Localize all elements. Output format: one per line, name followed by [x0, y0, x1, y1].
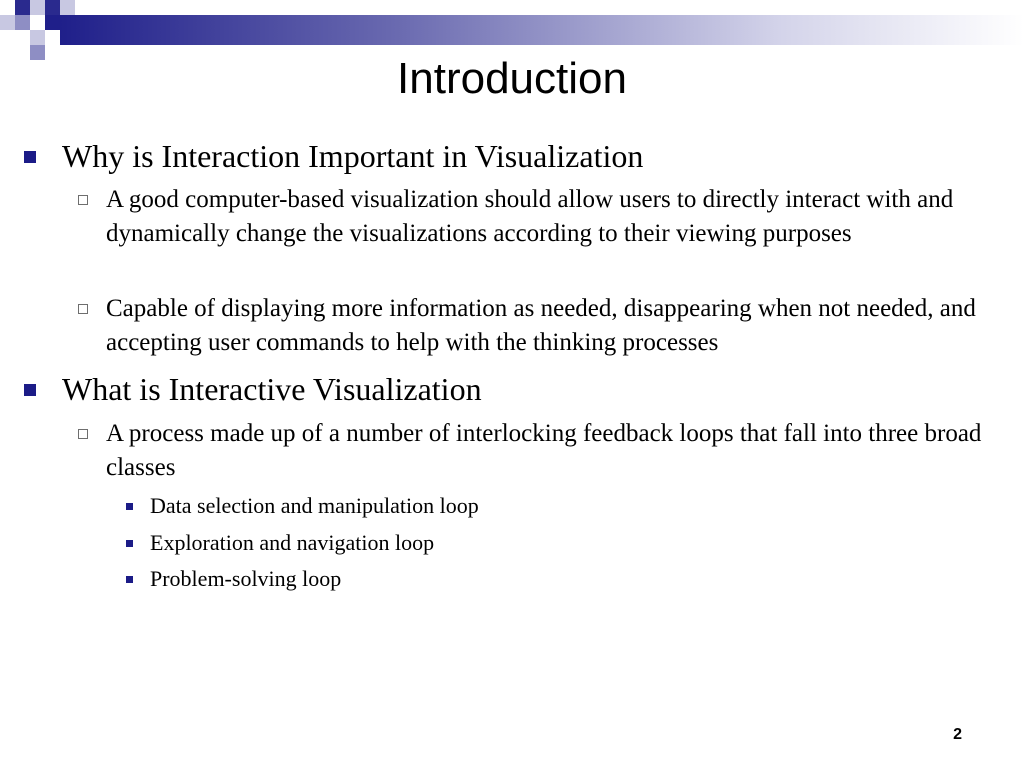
hollow-square-bullet-icon: [78, 195, 88, 205]
small-square-bullet-icon: [126, 503, 133, 510]
bullet-point: A process made up of a number of interlocking feedback loops that fall into three broad classes: [106, 420, 982, 481]
small-square-bullet-icon: [126, 576, 133, 583]
page-number: 2: [953, 726, 962, 743]
square-bullet-icon: [24, 384, 36, 396]
small-square-bullet-icon: [126, 540, 133, 547]
slide-title: Introduction: [397, 54, 627, 103]
section-heading: Why is Interaction Important in Visualization: [62, 138, 644, 174]
sub-bullet-point: Problem-solving loop: [150, 566, 342, 591]
hollow-square-bullet-icon: [78, 304, 88, 314]
sub-bullet-point: Data selection and manipulation loop: [150, 493, 479, 518]
hollow-square-bullet-icon: [78, 429, 88, 439]
section-heading: What is Interactive Visualization: [62, 371, 482, 407]
square-bullet-icon: [24, 151, 36, 163]
bullet-point: A good computer-based visualization should allow users to directly interact with and dynamically change the visualizations according to their viewing purposes: [106, 186, 954, 247]
bullet-point: Capable of displaying more information as needed, disappearing when not needed, and accepting user commands to help with the thinking processes: [106, 295, 976, 356]
sub-bullet-point: Exploration and navigation loop: [150, 530, 435, 555]
